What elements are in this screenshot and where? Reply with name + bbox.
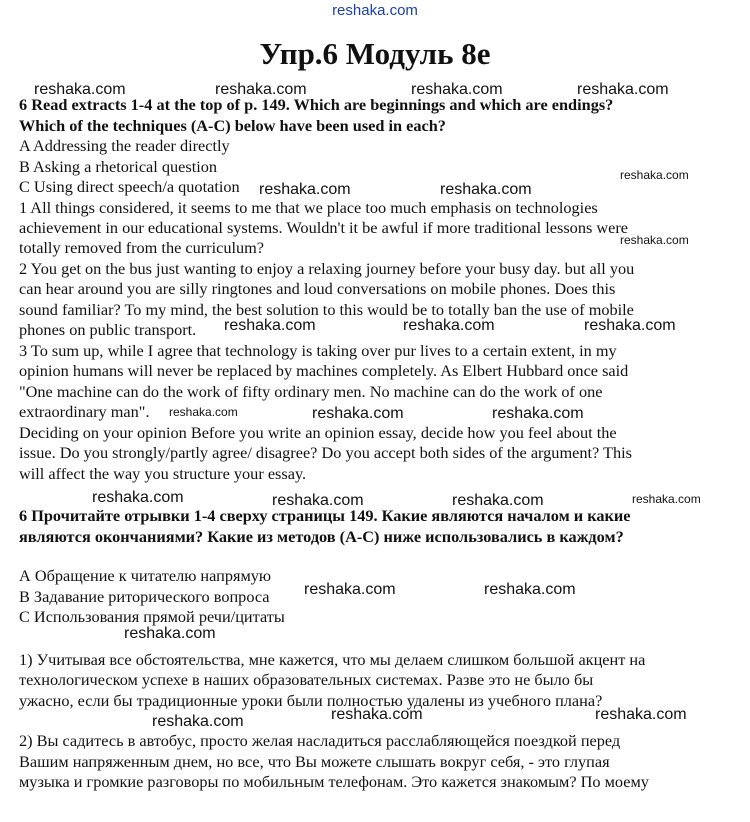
russian-extract-1-line: 1) Учитывая все обстоятельства, мне кажется, что мы делаем слишком большой акцент на: [19, 650, 646, 669]
watermark: reshaka.com: [452, 492, 544, 509]
watermark: reshaka.com: [92, 489, 184, 506]
watermark: reshaka.com: [312, 405, 404, 422]
watermark: reshaka.com: [484, 581, 576, 598]
watermark: reshaka.com: [152, 713, 244, 730]
page-title: Упр.6 Модуль 8е: [259, 36, 491, 71]
english-tip-line: Deciding on your opinion Before you write an opinion essay, decide how you feel about the: [19, 423, 617, 442]
english-extract-3-line: extraordinary man".: [19, 402, 150, 421]
watermark: reshaka.com: [403, 317, 495, 334]
russian-option-b: В Задавание риторического вопроса: [19, 587, 270, 606]
watermark: reshaka.com: [595, 706, 687, 723]
russian-extract-1-line: ужасно, если бы традиционные уроки были полностью удалены из учебного плана?: [19, 691, 603, 710]
english-task-line-1: 6 Read extracts 1-4 at the top of p. 149. Which are beginnings and which are endings?: [19, 95, 614, 114]
english-option-c: C Using direct speech/a quotation: [19, 177, 240, 196]
watermark: reshaka.com: [304, 581, 396, 598]
english-extract-1-line: totally removed from the curriculum?: [19, 238, 265, 257]
english-extract-1-line: 1 All things considered, it seems to me that we place too much emphasis on technologies: [19, 198, 598, 217]
english-extract-2-line: sound familiar? To my mind, the best solution to this would be to totally ban the use of mobile: [19, 300, 634, 319]
english-task-line-2: Which of the techniques (A-C) below have been used in each?: [19, 116, 446, 135]
english-extract-2-line: can hear around you are silly ringtones and loud conversations on mobile phones. Does this: [19, 279, 616, 298]
russian-extract-1-line: технологическом успехе в наших образовательных системах. Разве это не было бы: [19, 670, 594, 689]
site-url-header[interactable]: reshaka.com: [332, 2, 418, 19]
english-extract-3-line: 3 To sum up, while I agree that technology is taking over pur lives to a certain extent, in my: [19, 341, 617, 360]
english-extract-1-line: achievement in our educational systems. Wouldn't it be awful if more traditional lessons were: [19, 218, 628, 237]
watermark: reshaka.com: [224, 317, 316, 334]
watermark: reshaka.com: [492, 405, 584, 422]
watermark: reshaka.com: [577, 81, 669, 98]
watermark: reshaka.com: [215, 81, 307, 98]
watermark: reshaka.com: [124, 625, 216, 642]
watermark: reshaka.com: [331, 706, 423, 723]
english-tip-line: will affect the way you structure your essay.: [19, 464, 307, 483]
russian-task-line-2: являются окончаниями? Какие из методов (А-С) ниже использовались в каждом?: [19, 527, 624, 546]
watermark: reshaka.com: [440, 181, 532, 198]
russian-extract-2-line: 2) Вы садитесь в автобус, просто желая насладиться расслабляющейся поездкой перед: [19, 731, 621, 750]
russian-option-a: А Обращение к читателю напрямую: [19, 566, 272, 585]
english-option-a: A Addressing the reader directly: [19, 136, 230, 155]
english-extract-3-line: opinion humans will never be replaced by machines completely. As Elbert Hubbard once said: [19, 361, 629, 380]
english-extract-3-line: "One machine can do the work of fifty ordinary men. No machine can do the work of one: [19, 382, 603, 401]
watermark: reshaka.com: [259, 181, 351, 198]
english-extract-2-line: 2 You get on the bus just wanting to enjoy a relaxing journey before your busy day. but all you: [19, 259, 635, 278]
russian-extract-2-line: Вашим напряженным днем, но все, что Вы можете слышать вокруг себя, - это глупая: [19, 752, 610, 771]
english-option-b: B Asking a rhetorical question: [19, 157, 218, 176]
english-extract-2-line: phones on public transport.: [19, 320, 197, 339]
russian-extract-2-line: музыка и громкие разговоры по мобильным телефонам. Это кажется знакомым? По моему: [19, 772, 649, 791]
watermark: reshaka.com: [169, 405, 238, 419]
russian-task-line-1: 6 Прочитайте отрывки 1-4 сверху страницы 149. Какие являются началом и какие: [19, 506, 631, 525]
watermark: reshaka.com: [411, 81, 503, 98]
watermark: reshaka.com: [620, 233, 689, 247]
english-tip-line: issue. Do you strongly/partly agree/ disagree? Do you accept both sides of the argument? This: [19, 443, 632, 462]
watermark: reshaka.com: [34, 81, 126, 98]
russian-option-c: С Использования прямой речи/цитаты: [19, 607, 285, 626]
watermark: reshaka.com: [584, 317, 676, 334]
watermark: reshaka.com: [272, 492, 364, 509]
watermark: reshaka.com: [620, 168, 689, 182]
watermark: reshaka.com: [632, 492, 701, 506]
